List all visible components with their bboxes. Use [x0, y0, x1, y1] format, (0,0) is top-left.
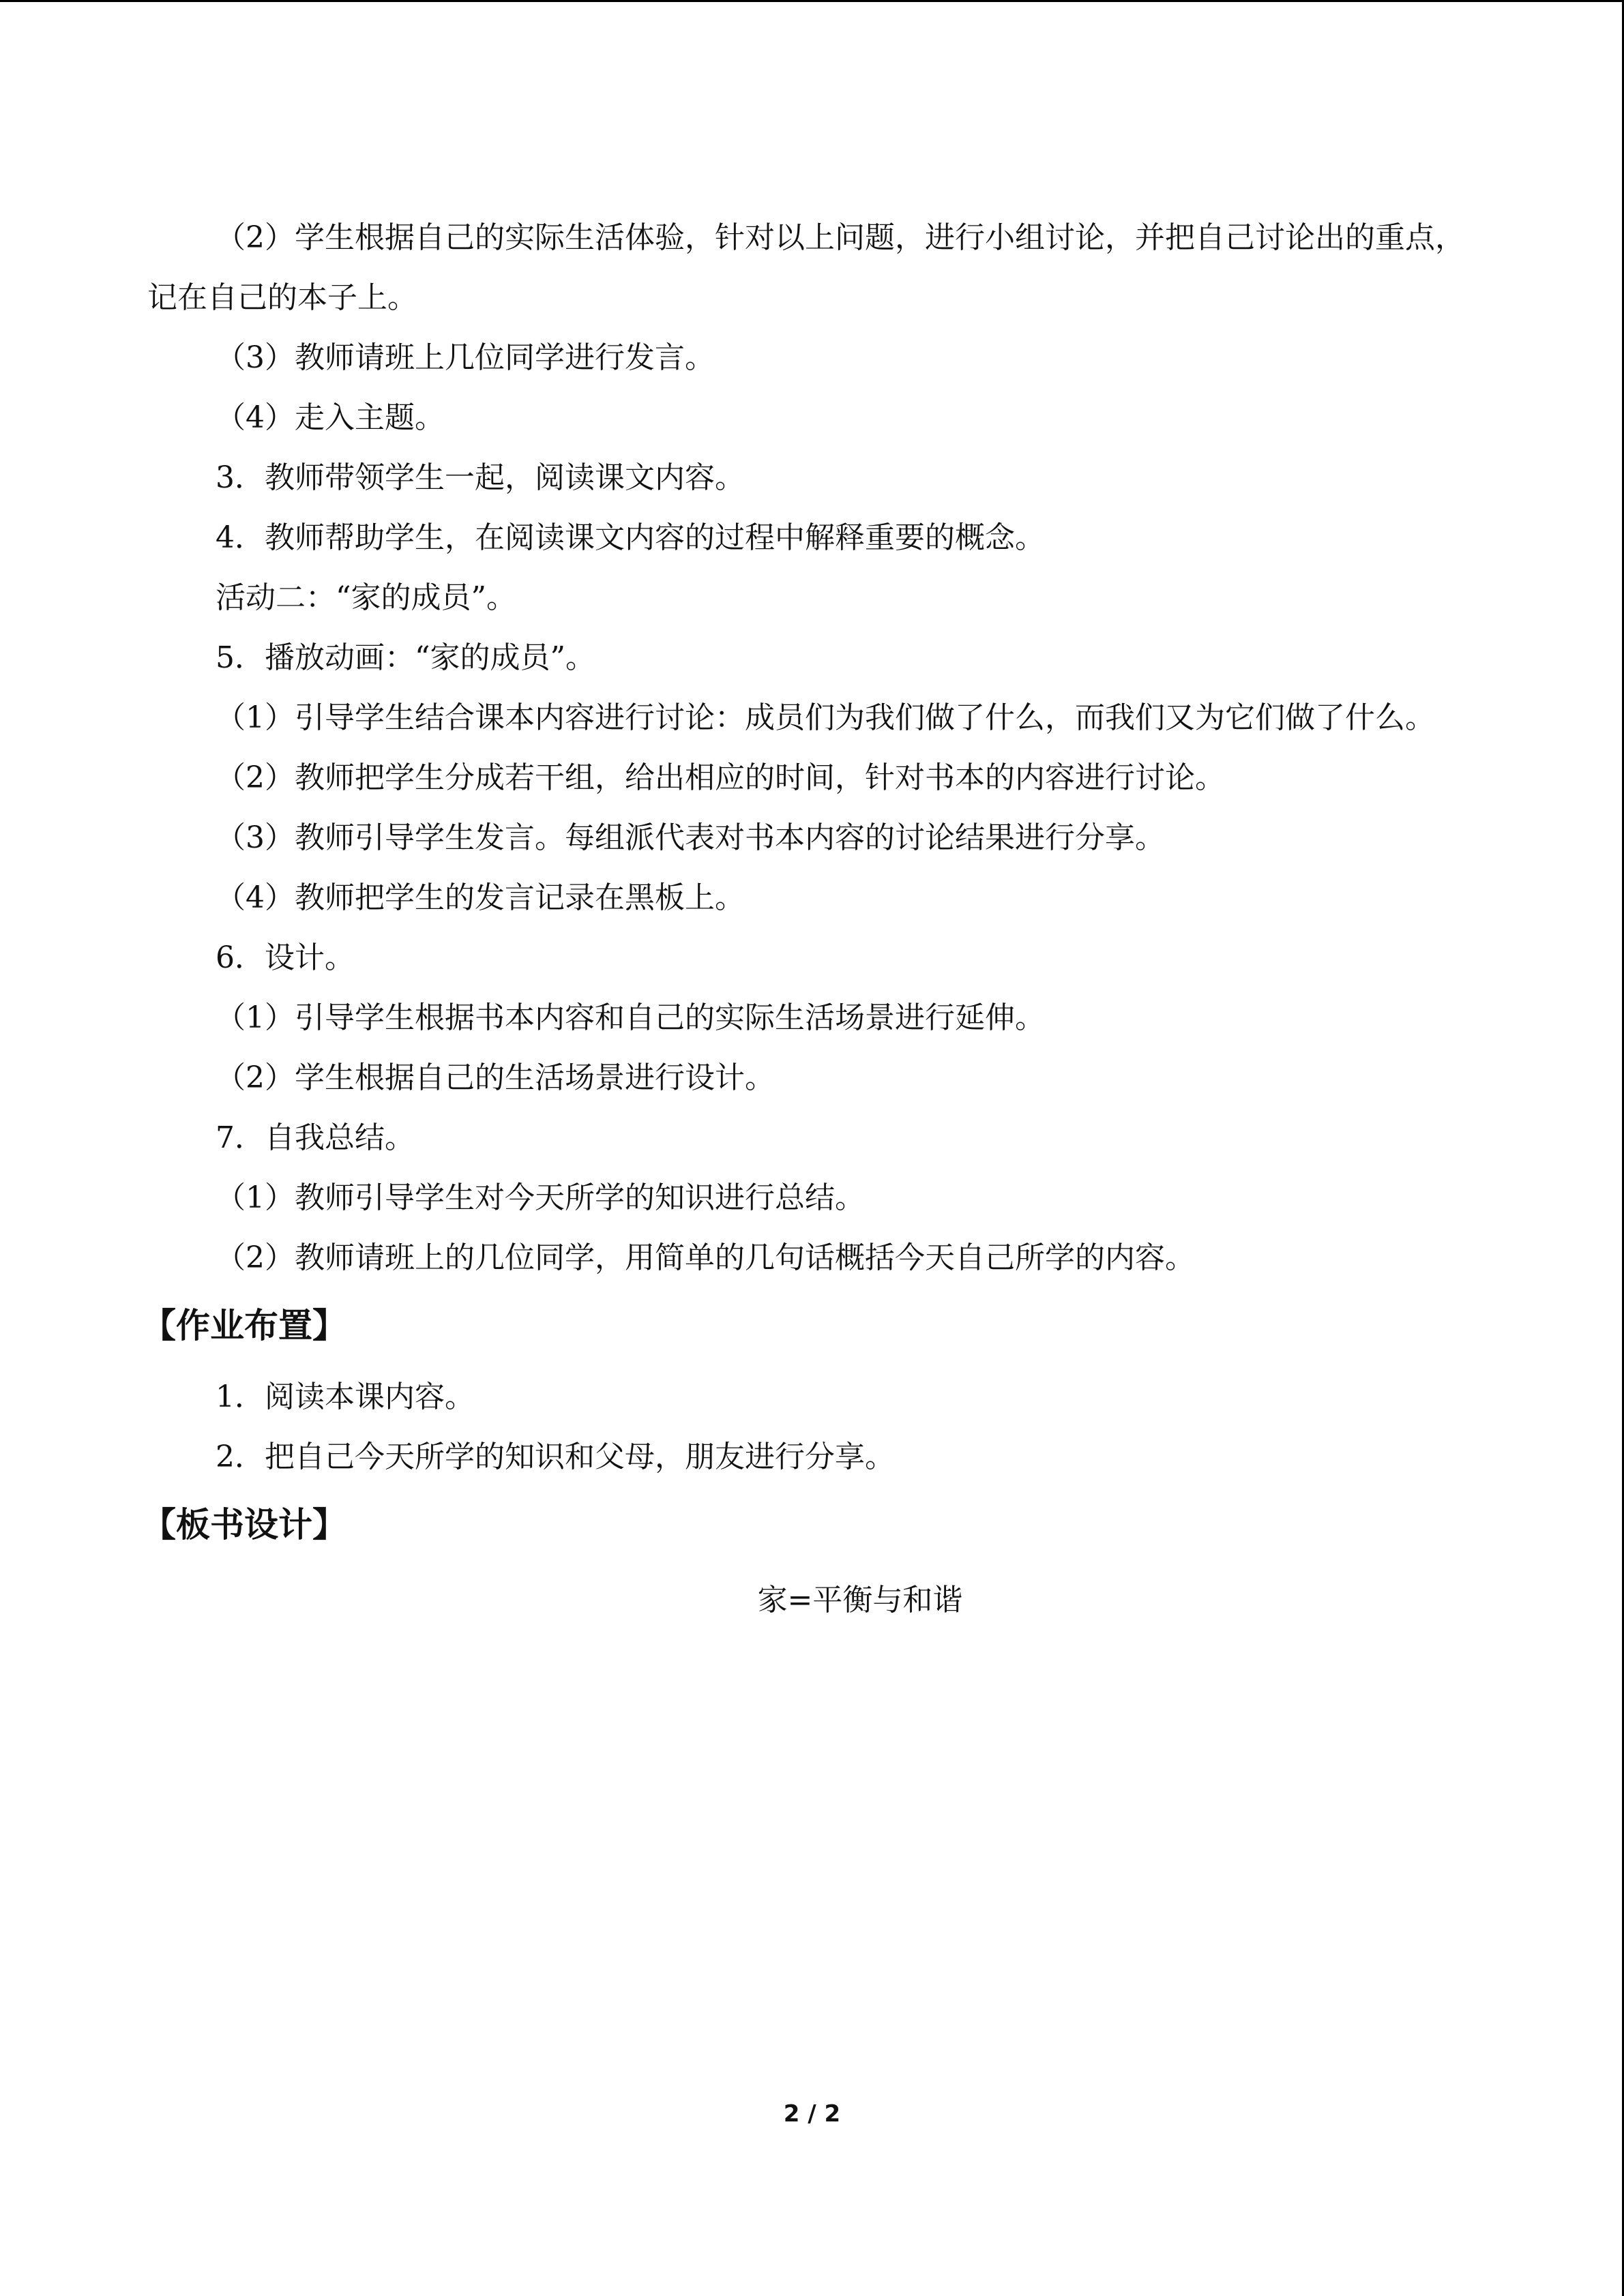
- paragraph-extend: （1）引导学生根据书本内容和自己的实际生活场景进行延伸。: [216, 1000, 1045, 1035]
- paragraph-guide-discussion: （1）引导学生结合课本内容进行讨论：成员们为我们做了什么，而我们又为它们做了什么。: [216, 700, 1435, 735]
- paragraph-design: （2）学生根据自己的生活场景进行设计。: [216, 1060, 775, 1095]
- page-top-border: [0, 0, 1624, 2]
- paragraph-step-3: 3．教师带领学生一起，阅读课文内容。: [216, 460, 745, 495]
- paragraph-share-summary: （2）教师请班上的几位同学，用简单的几句话概括今天自己所学的内容。: [216, 1240, 1195, 1275]
- homework-item-1: 1．阅读本课内容。: [216, 1380, 475, 1414]
- paragraph-summary: （1）教师引导学生对今天所学的知识进行总结。: [216, 1180, 865, 1215]
- paragraph-enter-topic: （4）走入主题。: [216, 400, 445, 435]
- paragraph-student-speech: （3）教师请班上几位同学进行发言。: [216, 340, 715, 375]
- paragraph-step-6: 6．设计。: [216, 940, 355, 975]
- document-body: [142, 208, 1477, 1630]
- board-design-content: 家=平衡与和谐: [757, 1583, 963, 1617]
- paragraph-step-5: 5．播放动画：“家的成员”。: [216, 640, 595, 675]
- paragraph-group-discussion: （2）学生根据自己的实际生活体验，针对以上问题，进行小组讨论，并把自己讨论出的重点，记在自己的本子上。: [147, 220, 1465, 315]
- homework-item-2: 2．把自己今天所学的知识和父母，朋友进行分享。: [216, 1440, 895, 1474]
- paragraph-record-blackboard: （4）教师把学生的发言记录在黑板上。: [216, 880, 745, 915]
- paragraph-guide-speech: （3）教师引导学生发言。每组派代表对书本内容的讨论结果进行分享。: [216, 820, 1165, 855]
- board-design-heading: 【板书设计】: [142, 1505, 346, 1545]
- homework-heading: 【作业布置】: [142, 1306, 346, 1345]
- paragraph-group-split: （2）教师把学生分成若干组，给出相应的时间，针对书本的内容进行讨论。: [216, 760, 1225, 795]
- paragraph-step-4: 4．教师帮助学生，在阅读课文内容的过程中解释重要的概念。: [216, 520, 1045, 555]
- page-number: 2 / 2: [783, 2100, 841, 2128]
- paragraph-activity-two: 活动二：“家的成员”。: [216, 580, 516, 615]
- paragraph-step-7: 7．自我总结。: [216, 1120, 415, 1155]
